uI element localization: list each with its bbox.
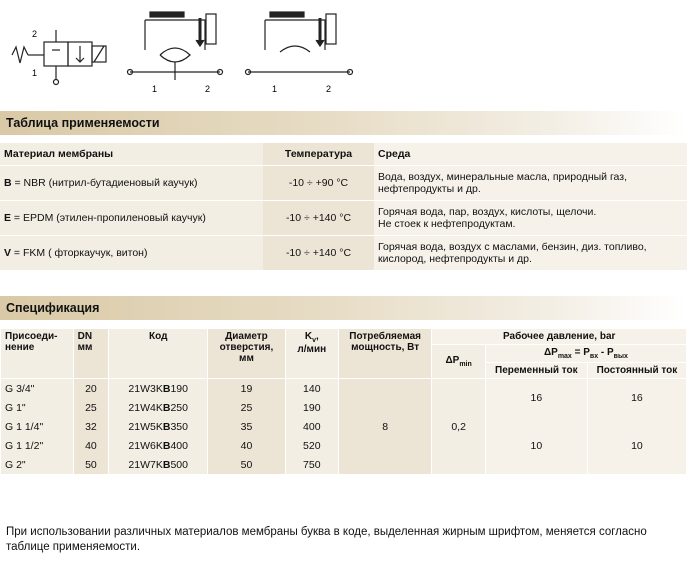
dpmax-label: ΔP	[543, 347, 558, 358]
kv-cell: 750	[285, 455, 338, 474]
kv-cell: 190	[285, 398, 338, 417]
header-temperature: Температура	[263, 143, 374, 166]
diameter-cell: 25	[208, 398, 286, 417]
diameter-cell: 35	[208, 417, 286, 436]
power-cell: 8	[338, 379, 432, 475]
material-cell	[0, 236, 263, 271]
applicability-title: Таблица применяемости	[0, 111, 687, 135]
material-code: E	[4, 212, 12, 224]
material-code: V	[4, 247, 12, 259]
medium-line: нефтепродукты и др.	[378, 183, 481, 195]
code-cell: 21W4KB250	[109, 398, 208, 417]
header-code: Код	[109, 329, 208, 379]
medium-cell	[374, 236, 687, 271]
dn-label: DN	[77, 331, 93, 342]
diagram-a-port-2: 2	[205, 84, 211, 94]
code-cell: 21W6KB400	[109, 436, 208, 455]
header-pressure: Рабочее давление, bar	[432, 329, 687, 345]
diagram-b-port-1: 1	[272, 84, 278, 94]
dn-cell: 32	[73, 417, 109, 436]
spec-table	[0, 328, 687, 474]
p-in-sub: вх	[589, 353, 599, 360]
dpmax-eq: = P	[571, 347, 590, 358]
medium-line: Не стоек к нефтепродуктам.	[378, 218, 516, 230]
medium-line: Вода, воздух, минеральные масла, природный газ,	[378, 171, 627, 183]
spec-title: Спецификация	[0, 296, 687, 320]
kv-cell: 400	[285, 417, 338, 436]
material-cell	[0, 166, 263, 201]
valve-section-open	[246, 12, 353, 75]
medium-line: кислород, нефтепродукты и др.	[378, 253, 532, 265]
diagram-a-port-1: 1	[152, 84, 158, 94]
temperature-cell: -10 ÷ +140 °C	[263, 201, 374, 236]
material-name: = EPDM (этилен-пропиленовый каучук)	[11, 212, 206, 224]
header-ac: Переменный ток	[485, 363, 587, 379]
dc-cell: 16	[587, 379, 686, 418]
header-connection: Присоеди-нение	[1, 329, 74, 379]
table-row	[0, 201, 687, 236]
ac-cell: 16	[485, 379, 587, 418]
header-dpmin	[432, 345, 485, 379]
table-row	[1, 379, 687, 399]
medium-cell	[374, 201, 687, 236]
valve-symbol	[12, 30, 106, 85]
diameter-cell: 40	[208, 436, 286, 455]
diagram-port-1: 1	[32, 68, 38, 78]
diagram-b-port-2: 2	[326, 84, 332, 94]
dn-cell: 40	[73, 436, 109, 455]
valve-diagrams	[0, 0, 687, 100]
dpmax-minus: - P	[598, 347, 614, 358]
connection-cell: G 1"	[1, 398, 74, 417]
ac-cell: 10	[485, 417, 587, 474]
connection-cell: G 2"	[1, 455, 74, 474]
temperature-cell: -10 ÷ +140 °C	[263, 236, 374, 271]
diameter-cell: 50	[208, 455, 286, 474]
header-dc: Постоянный ток	[587, 363, 686, 379]
code-cell: 21W5KB350	[109, 417, 208, 436]
spec-header-row	[1, 329, 687, 345]
connection-cell: G 1 1/2"	[1, 436, 74, 455]
header-power: Потребляемая мощность, Вт	[338, 329, 432, 379]
kv-label: K	[304, 331, 313, 342]
valve-section-closed	[128, 12, 223, 80]
material-cell	[0, 201, 263, 236]
footer-note: При использовании различных материалов мембраны буква в коде, выделенная жирным шрифтом, меняется согласно таблице применяемости.	[6, 526, 647, 553]
connection-cell: G 3/4"	[1, 379, 74, 399]
kv-unit: л/мин	[297, 344, 327, 355]
header-medium: Среда	[374, 143, 687, 166]
dn-cell: 25	[73, 398, 109, 417]
kv-sub: v	[312, 337, 316, 344]
header-dpmax	[485, 345, 686, 363]
header-material: Материал мембраны	[0, 143, 263, 166]
header-diameter: Диаметр отверстия, мм	[208, 329, 286, 379]
code-cell: 21W7KB500	[109, 455, 208, 474]
dpmin-sub: min	[459, 361, 472, 368]
diagram-port-2: 2	[32, 29, 38, 39]
dpmin-cell: 0,2	[432, 379, 485, 475]
medium-line: Горячая вода, пар, воздух, кислоты, щелочи.	[378, 206, 597, 218]
material-name: = NBR (нитрил-бутадиеновый каучук)	[11, 177, 198, 189]
kv-cell: 520	[285, 436, 338, 455]
header-dn	[73, 329, 109, 379]
temperature-cell: -10 ÷ +90 °C	[263, 166, 374, 201]
diameter-cell: 19	[208, 379, 286, 399]
table-row	[0, 236, 687, 271]
medium-line: Горячая вода, воздух с маслами, бензин, диз. топливо,	[378, 241, 647, 253]
material-code: B	[4, 177, 12, 189]
material-name: = FKM ( фторкаучук, витон)	[11, 247, 148, 259]
table-row	[0, 166, 687, 201]
dc-cell: 10	[587, 417, 686, 474]
table-header-row	[0, 143, 687, 166]
dpmin-label: ΔP	[445, 355, 460, 366]
connection-cell: G 1 1/4"	[1, 417, 74, 436]
p-out-sub: вых	[613, 353, 628, 360]
dn-unit: мм	[77, 342, 93, 353]
dn-cell: 50	[73, 455, 109, 474]
medium-cell	[374, 166, 687, 201]
header-kv: $K_v$, л/мин	[285, 329, 338, 379]
dpmax-sub: max	[557, 353, 572, 360]
kv-cell: 140	[285, 379, 338, 399]
dn-cell: 20	[73, 379, 109, 399]
applicability-table	[0, 143, 687, 271]
code-cell: 21W3KB190	[109, 379, 208, 399]
